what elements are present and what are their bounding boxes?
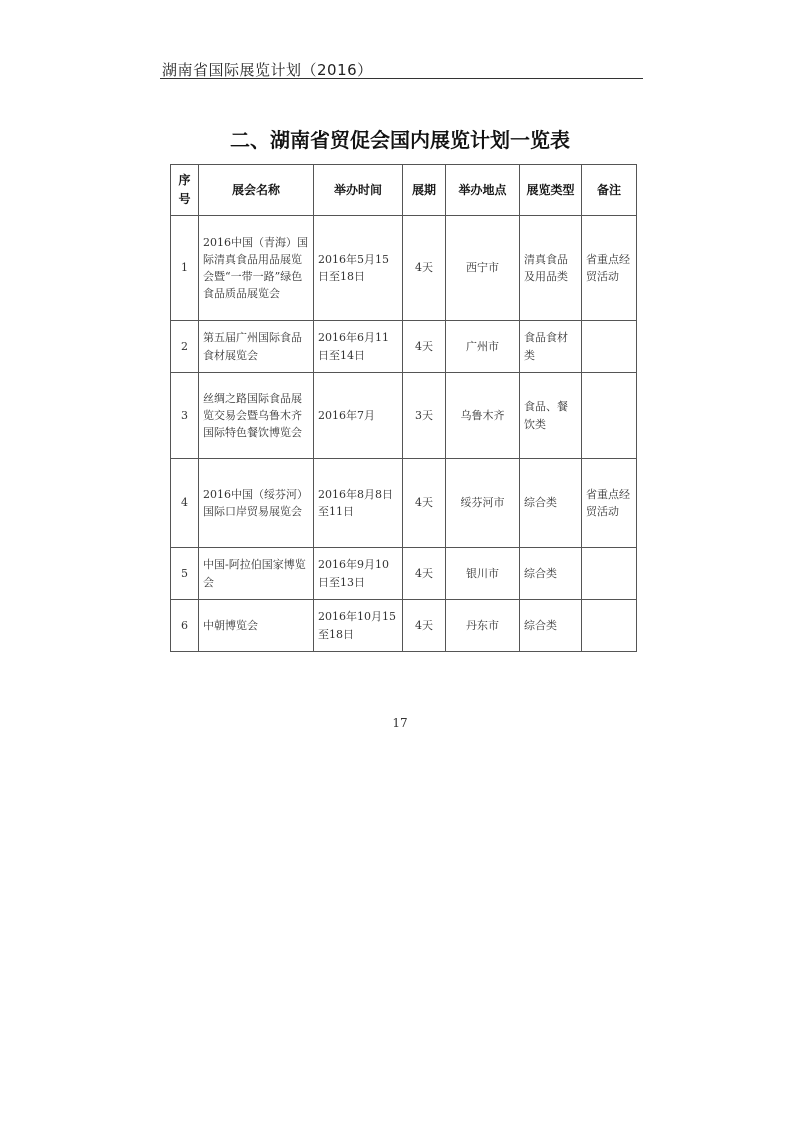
page-number: 17 (392, 716, 408, 730)
cell-location: 广州市 (446, 321, 520, 373)
header-name: 展会名称 (199, 165, 314, 216)
header-type: 展览类型 (520, 165, 582, 216)
cell-name: 2016中国（青海）国际清真食品用品展览会暨“一带一路”绿色食品质品展览会 (199, 216, 314, 321)
cell-name: 第五届广州国际食品食材展览会 (199, 321, 314, 373)
cell-location: 银川市 (446, 548, 520, 600)
table-row (171, 600, 637, 652)
cell-name: 中朝博览会 (199, 600, 314, 652)
table-row (171, 216, 637, 321)
cell-remark (582, 321, 637, 373)
header-rule (160, 78, 643, 79)
cell-type: 综合类 (520, 548, 582, 600)
cell-time: 2016年5月15日至18日 (314, 216, 403, 321)
cell-no: 6 (171, 600, 199, 652)
header-remark: 备注 (582, 165, 637, 216)
cell-no: 5 (171, 548, 199, 600)
cell-name: 2016中国（绥芬河）国际口岸贸易展览会 (199, 459, 314, 548)
cell-name: 丝绸之路国际食品展览交易会暨乌鲁木齐国际特色餐饮博览会 (199, 373, 314, 459)
cell-name: 中国-阿拉伯国家博览会 (199, 548, 314, 600)
cell-duration: 4天 (403, 459, 446, 548)
page-title: 二、湖南省贸促会国内展览计划一览表 (230, 128, 570, 152)
cell-duration: 4天 (403, 600, 446, 652)
cell-remark (582, 548, 637, 600)
cell-location: 丹东市 (446, 600, 520, 652)
header-no: 序号 (171, 165, 199, 216)
cell-remark (582, 600, 637, 652)
cell-time: 2016年8月8日至11日 (314, 459, 403, 548)
cell-type: 食品食材类 (520, 321, 582, 373)
cell-no: 2 (171, 321, 199, 373)
header-location: 举办地点 (446, 165, 520, 216)
table-row (171, 548, 637, 600)
cell-time: 2016年10月15至18日 (314, 600, 403, 652)
cell-duration: 4天 (403, 216, 446, 321)
cell-location: 乌鲁木齐 (446, 373, 520, 459)
cell-remark: 省重点经贸活动 (582, 216, 637, 321)
cell-no: 1 (171, 216, 199, 321)
cell-time: 2016年9月10日至13日 (314, 548, 403, 600)
cell-duration: 4天 (403, 321, 446, 373)
cell-time: 2016年7月 (314, 373, 403, 459)
cell-type: 清真食品及用品类 (520, 216, 582, 321)
cell-no: 3 (171, 373, 199, 459)
exhibition-plan-table (170, 164, 637, 652)
cell-no: 4 (171, 459, 199, 548)
cell-type: 综合类 (520, 459, 582, 548)
table-row (171, 373, 637, 459)
cell-remark (582, 373, 637, 459)
cell-type: 综合类 (520, 600, 582, 652)
cell-duration: 4天 (403, 548, 446, 600)
table-header-row (171, 165, 637, 216)
cell-time: 2016年6月11日至14日 (314, 321, 403, 373)
cell-location: 西宁市 (446, 216, 520, 321)
cell-remark: 省重点经贸活动 (582, 459, 637, 548)
running-header: 湖南省国际展览计划（2016） (162, 61, 373, 79)
cell-duration: 3天 (403, 373, 446, 459)
cell-location: 绥芬河市 (446, 459, 520, 548)
header-time: 举办时间 (314, 165, 403, 216)
cell-type: 食品、餐饮类 (520, 373, 582, 459)
header-duration: 展期 (403, 165, 446, 216)
table-row (171, 321, 637, 373)
table-row (171, 459, 637, 548)
